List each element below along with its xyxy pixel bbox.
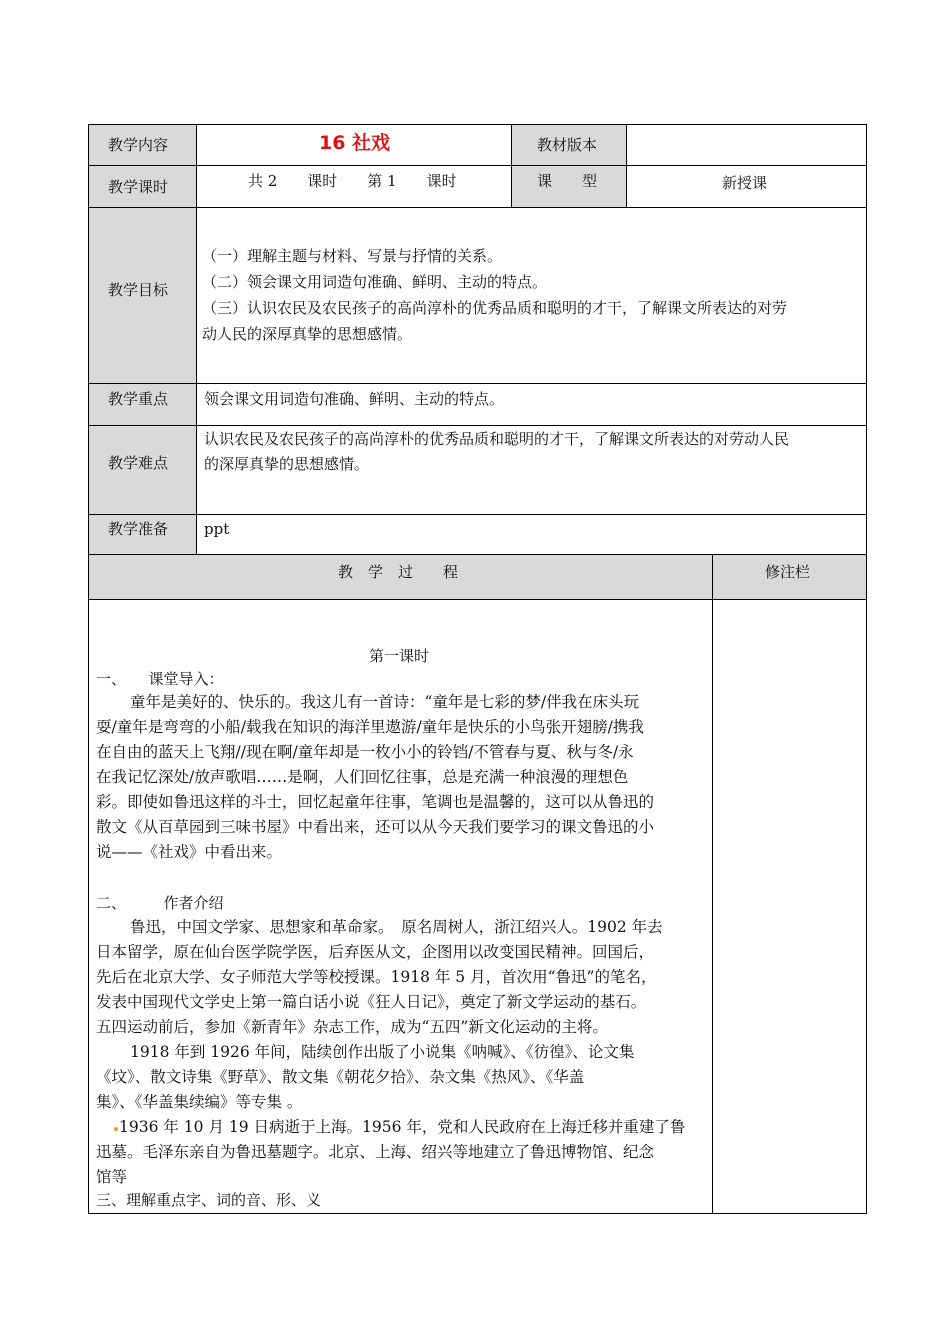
lesson-type-value: 新授课 [722,174,768,192]
table-border [88,124,89,1214]
preparation-text: ppt [204,520,230,538]
lesson-period-title: 第一课时 [369,647,430,665]
lesson-title: 16 社戏 [319,132,391,154]
section-2-line: 1918 年到 1926 年间，陆续创作出版了小说集《呐喊》、《彷徨》、论文集 [130,1043,635,1061]
table-border [88,425,867,426]
section-2-line: 1936 年 10 月 19 日病逝于上海。1956 年，党和人民政府在上海迁移并重建了鲁 [96,1115,708,1140]
table-border [712,554,713,1214]
label-teaching-content: 教学内容 [108,136,169,154]
section-2-line: 《坟》、散文诗集《野草》、散文集《朝花夕拾》、杂文集《热风》、《华盖 [96,1068,585,1086]
table-border [626,124,627,207]
section-1-line: 童年是美好的、快乐的。我这儿有一首诗：“童年是七彩的梦/伴我在床头玩 [130,693,640,711]
section-2-heading: 二、 作者介绍 [96,894,224,912]
section-2-line: 日本留学，原在仙台医学院学医，后弃医从文，企图用以改变国民精神。回国后， [96,943,655,961]
goal-item-3: （三）认识农民及农民孩子的高尚淳朴的优秀品质和聪明的才干，了解课文所表达的对劳 [202,299,788,317]
table-border [88,207,867,208]
section-1-line: 说——《社戏》中看出来。 [96,843,283,861]
section-1-line: 彩。即使如鲁迅这样的斗士，回忆起童年往事，笔调也是温馨的，这可以从鲁迅的 [96,793,655,811]
label-notes-column: 修注栏 [765,563,811,581]
difficulties-line-2: 的深厚真挚的思想感情。 [204,455,370,473]
goal-item-2: （二）领会课文用词造句准确、鲜明、主动的特点。 [202,273,548,291]
table-border [88,1213,867,1214]
section-1-body [96,690,708,865]
section-2-line: 馆等 [96,1168,128,1186]
section-1-line: 耍/童年是弯弯的小船/载我在知识的海洋里遨游/童年是快乐的小鸟张开翅膀/携我 [96,718,644,736]
label-teaching-process: 教 学 过 程 [338,563,459,581]
table-border [88,514,867,515]
difficulties-line-1: 认识农民及农民孩子的高尚淳朴的优秀品质和聪明的才干，了解课文所表达的对劳动人民 [204,430,790,448]
section-2-line: 鲁迅，中国文学家、思想家和革命家。 原名周树人，浙江绍兴人。1902 年去 [130,918,663,936]
table-border [88,383,867,384]
lesson-plan-table [88,124,867,1214]
label-lesson-type: 课 型 [537,172,598,190]
table-border [866,124,867,1214]
table-border [511,124,512,207]
label-difficulties: 教学难点 [108,454,169,472]
table-border [88,165,867,166]
section-2-line: 迅墓。毛泽东亲自为鲁迅墓题字。北京、上海、绍兴等地建立了鲁迅博物馆、纪念 [96,1143,655,1161]
label-textbook-version: 教材版本 [537,136,598,154]
section-1-line: 在我记忆深处/放声歌唱……是啊，人们回忆往事，总是充满一种浪漫的理想色 [96,768,629,786]
label-key-points: 教学重点 [108,390,169,408]
goal-item-1: （一）理解主题与材料、写景与抒情的关系。 [202,247,503,265]
section-2-line: 发表中国现代文学史上第一篇白话小说《狂人日记》，奠定了新文学运动的基石。 [96,993,647,1011]
goal-item-3-cont: 动人民的深厚真挚的思想感情。 [202,325,413,343]
label-class-hours: 教学课时 [108,178,169,196]
section-3-heading: 三、理解重点字、词的音、形、义 [96,1191,322,1209]
label-teaching-goals: 教学目标 [108,281,169,299]
table-border [88,124,867,125]
bullet-mark [114,1127,118,1131]
section-2-line: 集》、《华盖集续编》等专集 。 [96,1093,303,1111]
section-2-body [96,915,708,1190]
section-1-line: 在自由的蓝天上飞翔//现在啊/童年却是一枚小小的铃铛/不管春与夏、秋与冬/永 [96,743,634,761]
table-border [88,599,867,600]
section-1-heading: 一、 课堂导入： [96,670,224,688]
section-1-line: 散文《从百草园到三味书屋》中看出来，还可以从今天我们要学习的课文鲁迅的小 [96,818,655,836]
table-border [196,124,197,554]
section-2-line: 五四运动前后，参加《新青年》杂志工作，成为“五四”新文化运动的主将。 [96,1018,608,1036]
label-preparation: 教学准备 [108,520,169,538]
section-2-line: 先后在北京大学、女子师范大学等校授课。1918 年 5 月，首次用“鲁迅”的笔名， [96,968,657,986]
key-points-text: 领会课文用词造句准确、鲜明、主动的特点。 [204,390,505,408]
table-border [88,554,867,555]
class-hours-text: 共 2 课时 第 1 课时 [248,172,457,190]
